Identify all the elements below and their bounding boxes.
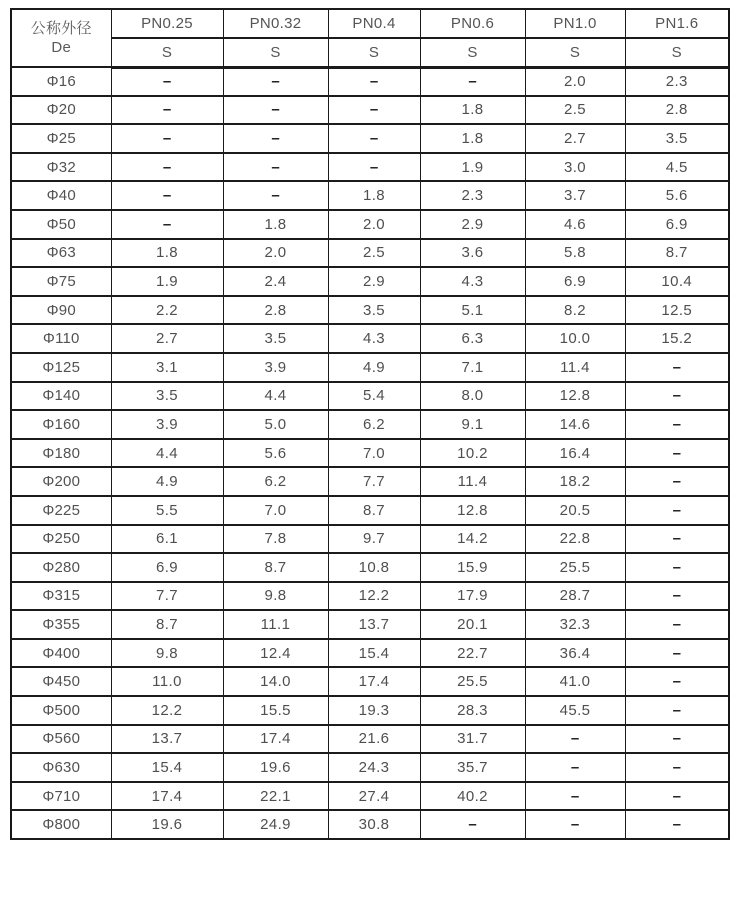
thickness-value-cell: 8.2	[525, 296, 625, 325]
thickness-value-cell: 40.2	[420, 782, 525, 811]
table-row	[11, 467, 729, 496]
thickness-value-cell: –	[111, 96, 223, 125]
table-row	[11, 353, 729, 382]
thickness-value-cell: 17.4	[111, 782, 223, 811]
thickness-value-cell: 10.0	[525, 324, 625, 353]
thickness-value-cell: 11.4	[420, 467, 525, 496]
thickness-value-cell: 3.5	[111, 382, 223, 411]
thickness-value-cell: 3.5	[223, 324, 328, 353]
column-header-pn04: PN0.4	[328, 9, 420, 38]
thickness-value-cell: 2.8	[223, 296, 328, 325]
thickness-value-cell: –	[223, 96, 328, 125]
thickness-value-cell: 7.7	[111, 582, 223, 611]
thickness-value-cell: 5.8	[525, 239, 625, 268]
thickness-value-cell: 36.4	[525, 639, 625, 668]
table-row	[11, 667, 729, 696]
pipe-wall-thickness-table	[10, 8, 730, 840]
diameter-cell: Φ63	[11, 239, 111, 268]
s-subheader-row	[11, 38, 729, 67]
thickness-value-cell: 28.3	[420, 696, 525, 725]
thickness-value-cell: 12.2	[111, 696, 223, 725]
subheader-s: S	[625, 38, 729, 67]
thickness-value-cell: –	[625, 467, 729, 496]
thickness-value-cell: 6.9	[625, 210, 729, 239]
thickness-value-cell: 3.5	[328, 296, 420, 325]
thickness-value-cell: 2.5	[328, 239, 420, 268]
thickness-value-cell: 17.4	[328, 667, 420, 696]
thickness-value-cell: 12.8	[420, 496, 525, 525]
pn-header-row	[11, 9, 729, 38]
thickness-value-cell: 8.0	[420, 382, 525, 411]
thickness-value-cell: –	[328, 67, 420, 96]
thickness-value-cell: 11.4	[525, 353, 625, 382]
thickness-value-cell: 17.4	[223, 725, 328, 754]
table-row	[11, 124, 729, 153]
thickness-value-cell: 28.7	[525, 582, 625, 611]
thickness-value-cell: 15.4	[111, 753, 223, 782]
thickness-value-cell: 30.8	[328, 810, 420, 839]
diameter-cell: Φ710	[11, 782, 111, 811]
diameter-cell: Φ20	[11, 96, 111, 125]
thickness-value-cell: 20.5	[525, 496, 625, 525]
thickness-value-cell: 21.6	[328, 725, 420, 754]
thickness-value-cell: 12.8	[525, 382, 625, 411]
diameter-cell: Φ225	[11, 496, 111, 525]
diameter-cell: Φ90	[11, 296, 111, 325]
table-row	[11, 696, 729, 725]
table-row	[11, 296, 729, 325]
thickness-value-cell: 3.7	[525, 181, 625, 210]
table-row	[11, 639, 729, 668]
thickness-value-cell: 2.9	[420, 210, 525, 239]
thickness-value-cell: 8.7	[328, 496, 420, 525]
diameter-cell: Φ450	[11, 667, 111, 696]
thickness-value-cell: 2.3	[420, 181, 525, 210]
column-header-pn16: PN1.6	[625, 9, 729, 38]
thickness-value-cell: 1.8	[420, 96, 525, 125]
thickness-value-cell: 35.7	[420, 753, 525, 782]
thickness-value-cell: 7.7	[328, 467, 420, 496]
thickness-value-cell: –	[525, 810, 625, 839]
thickness-value-cell: 4.3	[328, 324, 420, 353]
diameter-cell: Φ125	[11, 353, 111, 382]
subheader-s: S	[223, 38, 328, 67]
corner-header-line1: 公称外径	[30, 19, 92, 37]
thickness-value-cell: –	[625, 525, 729, 554]
thickness-value-cell: 11.0	[111, 667, 223, 696]
diameter-cell: Φ140	[11, 382, 111, 411]
table-row	[11, 410, 729, 439]
thickness-value-cell: –	[625, 810, 729, 839]
table-row	[11, 382, 729, 411]
thickness-value-cell: –	[328, 153, 420, 182]
diameter-cell: Φ160	[11, 410, 111, 439]
thickness-value-cell: –	[625, 382, 729, 411]
table-row	[11, 610, 729, 639]
subheader-s: S	[328, 38, 420, 67]
thickness-value-cell: –	[223, 181, 328, 210]
thickness-value-cell: 2.7	[525, 124, 625, 153]
diameter-cell: Φ630	[11, 753, 111, 782]
table-row	[11, 324, 729, 353]
thickness-value-cell: 19.6	[223, 753, 328, 782]
thickness-value-cell: –	[420, 67, 525, 96]
thickness-value-cell: 2.2	[111, 296, 223, 325]
table-row	[11, 96, 729, 125]
thickness-value-cell: 6.2	[328, 410, 420, 439]
thickness-value-cell: 25.5	[525, 553, 625, 582]
thickness-value-cell: 8.7	[111, 610, 223, 639]
thickness-value-cell: 4.4	[111, 439, 223, 468]
table-row	[11, 439, 729, 468]
thickness-value-cell: 6.3	[420, 324, 525, 353]
thickness-value-cell: –	[111, 153, 223, 182]
table-row	[11, 67, 729, 96]
thickness-value-cell: –	[625, 753, 729, 782]
thickness-value-cell: 4.4	[223, 382, 328, 411]
thickness-value-cell: 4.9	[328, 353, 420, 382]
diameter-cell: Φ16	[11, 67, 111, 96]
thickness-value-cell: –	[111, 181, 223, 210]
thickness-value-cell: 41.0	[525, 667, 625, 696]
thickness-value-cell: 19.6	[111, 810, 223, 839]
thickness-value-cell: 15.4	[328, 639, 420, 668]
thickness-value-cell: 8.7	[223, 553, 328, 582]
thickness-value-cell: 14.0	[223, 667, 328, 696]
thickness-value-cell: –	[625, 725, 729, 754]
thickness-value-cell: 5.1	[420, 296, 525, 325]
thickness-value-cell: 5.6	[223, 439, 328, 468]
thickness-value-cell: –	[223, 67, 328, 96]
thickness-value-cell: –	[625, 496, 729, 525]
thickness-value-cell: 3.9	[111, 410, 223, 439]
thickness-value-cell: 6.9	[111, 553, 223, 582]
thickness-value-cell: 2.4	[223, 267, 328, 296]
thickness-value-cell: 6.2	[223, 467, 328, 496]
thickness-value-cell: 12.5	[625, 296, 729, 325]
thickness-value-cell: –	[111, 124, 223, 153]
column-header-pn025: PN0.25	[111, 9, 223, 38]
thickness-value-cell: 2.0	[525, 67, 625, 96]
thickness-value-cell: –	[223, 124, 328, 153]
thickness-value-cell: 19.3	[328, 696, 420, 725]
thickness-value-cell: 12.4	[223, 639, 328, 668]
diameter-cell: Φ400	[11, 639, 111, 668]
thickness-value-cell: 18.2	[525, 467, 625, 496]
thickness-value-cell: 10.8	[328, 553, 420, 582]
thickness-value-cell: 2.3	[625, 67, 729, 96]
thickness-value-cell: 2.5	[525, 96, 625, 125]
thickness-value-cell: –	[625, 439, 729, 468]
thickness-value-cell: 45.5	[525, 696, 625, 725]
thickness-value-cell: 7.0	[223, 496, 328, 525]
thickness-value-cell: –	[625, 553, 729, 582]
thickness-value-cell: 4.3	[420, 267, 525, 296]
thickness-value-cell: 32.3	[525, 610, 625, 639]
column-header-pn032: PN0.32	[223, 9, 328, 38]
thickness-value-cell: 15.2	[625, 324, 729, 353]
thickness-value-cell: 2.9	[328, 267, 420, 296]
column-header-pn10: PN1.0	[525, 9, 625, 38]
thickness-value-cell: 17.9	[420, 582, 525, 611]
table-row	[11, 753, 729, 782]
table-row	[11, 810, 729, 839]
table-row	[11, 782, 729, 811]
thickness-value-cell: 14.2	[420, 525, 525, 554]
diameter-cell: Φ40	[11, 181, 111, 210]
diameter-cell: Φ25	[11, 124, 111, 153]
table-header	[11, 9, 729, 67]
thickness-value-cell: 8.7	[625, 239, 729, 268]
thickness-value-cell: 25.5	[420, 667, 525, 696]
thickness-value-cell: 9.7	[328, 525, 420, 554]
thickness-value-cell: 27.4	[328, 782, 420, 811]
thickness-value-cell: 7.8	[223, 525, 328, 554]
thickness-value-cell: –	[625, 353, 729, 382]
thickness-value-cell: 9.8	[223, 582, 328, 611]
diameter-cell: Φ200	[11, 467, 111, 496]
diameter-cell: Φ50	[11, 210, 111, 239]
thickness-value-cell: –	[525, 725, 625, 754]
thickness-value-cell: 1.8	[420, 124, 525, 153]
thickness-value-cell: 22.8	[525, 525, 625, 554]
thickness-value-cell: 4.5	[625, 153, 729, 182]
thickness-value-cell: 1.8	[223, 210, 328, 239]
diameter-cell: Φ315	[11, 582, 111, 611]
thickness-value-cell: 2.8	[625, 96, 729, 125]
diameter-cell: Φ800	[11, 810, 111, 839]
thickness-value-cell: 20.1	[420, 610, 525, 639]
thickness-value-cell: 2.0	[328, 210, 420, 239]
thickness-value-cell: 6.1	[111, 525, 223, 554]
thickness-value-cell: –	[625, 696, 729, 725]
thickness-value-cell: 1.8	[328, 181, 420, 210]
thickness-value-cell: 24.3	[328, 753, 420, 782]
thickness-value-cell: 9.8	[111, 639, 223, 668]
subheader-s: S	[420, 38, 525, 67]
diameter-cell: Φ110	[11, 324, 111, 353]
thickness-value-cell: 2.7	[111, 324, 223, 353]
thickness-value-cell: –	[625, 410, 729, 439]
table-row	[11, 525, 729, 554]
thickness-value-cell: 5.0	[223, 410, 328, 439]
corner-header-line2: De	[51, 39, 72, 56]
diameter-cell: Φ32	[11, 153, 111, 182]
diameter-cell: Φ560	[11, 725, 111, 754]
thickness-value-cell: 7.0	[328, 439, 420, 468]
table-row	[11, 553, 729, 582]
thickness-value-cell: 15.9	[420, 553, 525, 582]
thickness-value-cell: –	[625, 782, 729, 811]
thickness-value-cell: 6.9	[525, 267, 625, 296]
thickness-value-cell: 31.7	[420, 725, 525, 754]
thickness-value-cell: –	[328, 96, 420, 125]
thickness-value-cell: 7.1	[420, 353, 525, 382]
thickness-value-cell: 1.8	[111, 239, 223, 268]
thickness-value-cell: –	[625, 639, 729, 668]
thickness-value-cell: 3.0	[525, 153, 625, 182]
thickness-value-cell: 1.9	[420, 153, 525, 182]
thickness-value-cell: –	[525, 753, 625, 782]
thickness-value-cell: 5.6	[625, 181, 729, 210]
thickness-value-cell: 2.0	[223, 239, 328, 268]
thickness-value-cell: 4.9	[111, 467, 223, 496]
thickness-value-cell: –	[111, 210, 223, 239]
thickness-value-cell: 10.4	[625, 267, 729, 296]
thickness-value-cell: –	[625, 667, 729, 696]
diameter-cell: Φ250	[11, 525, 111, 554]
thickness-value-cell: –	[625, 610, 729, 639]
thickness-value-cell: 4.6	[525, 210, 625, 239]
diameter-cell: Φ500	[11, 696, 111, 725]
table-row	[11, 582, 729, 611]
thickness-value-cell: 9.1	[420, 410, 525, 439]
diameter-cell: Φ75	[11, 267, 111, 296]
table-row	[11, 496, 729, 525]
table-row	[11, 181, 729, 210]
thickness-value-cell: 3.1	[111, 353, 223, 382]
thickness-value-cell: 10.2	[420, 439, 525, 468]
thickness-value-cell: 14.6	[525, 410, 625, 439]
thickness-value-cell: 13.7	[328, 610, 420, 639]
thickness-value-cell: 3.9	[223, 353, 328, 382]
table-row	[11, 210, 729, 239]
table-row	[11, 267, 729, 296]
diameter-cell: Φ280	[11, 553, 111, 582]
thickness-value-cell: 1.9	[111, 267, 223, 296]
table-body	[11, 67, 729, 839]
thickness-value-cell: 12.2	[328, 582, 420, 611]
thickness-value-cell: 22.1	[223, 782, 328, 811]
thickness-value-cell: –	[111, 67, 223, 96]
corner-header-cell	[11, 9, 111, 67]
table-row	[11, 239, 729, 268]
thickness-value-cell: –	[223, 153, 328, 182]
thickness-value-cell: 3.6	[420, 239, 525, 268]
thickness-value-cell: 24.9	[223, 810, 328, 839]
thickness-value-cell: 22.7	[420, 639, 525, 668]
subheader-s: S	[525, 38, 625, 67]
thickness-value-cell: 13.7	[111, 725, 223, 754]
thickness-value-cell: 3.5	[625, 124, 729, 153]
diameter-cell: Φ355	[11, 610, 111, 639]
thickness-value-cell: 11.1	[223, 610, 328, 639]
table-row	[11, 725, 729, 754]
column-header-pn06: PN0.6	[420, 9, 525, 38]
subheader-s: S	[111, 38, 223, 67]
thickness-value-cell: –	[420, 810, 525, 839]
thickness-value-cell: 5.5	[111, 496, 223, 525]
thickness-value-cell: 15.5	[223, 696, 328, 725]
thickness-value-cell: 16.4	[525, 439, 625, 468]
diameter-cell: Φ180	[11, 439, 111, 468]
thickness-value-cell: 5.4	[328, 382, 420, 411]
thickness-value-cell: –	[328, 124, 420, 153]
thickness-value-cell: –	[525, 782, 625, 811]
thickness-value-cell: –	[625, 582, 729, 611]
table-row	[11, 153, 729, 182]
